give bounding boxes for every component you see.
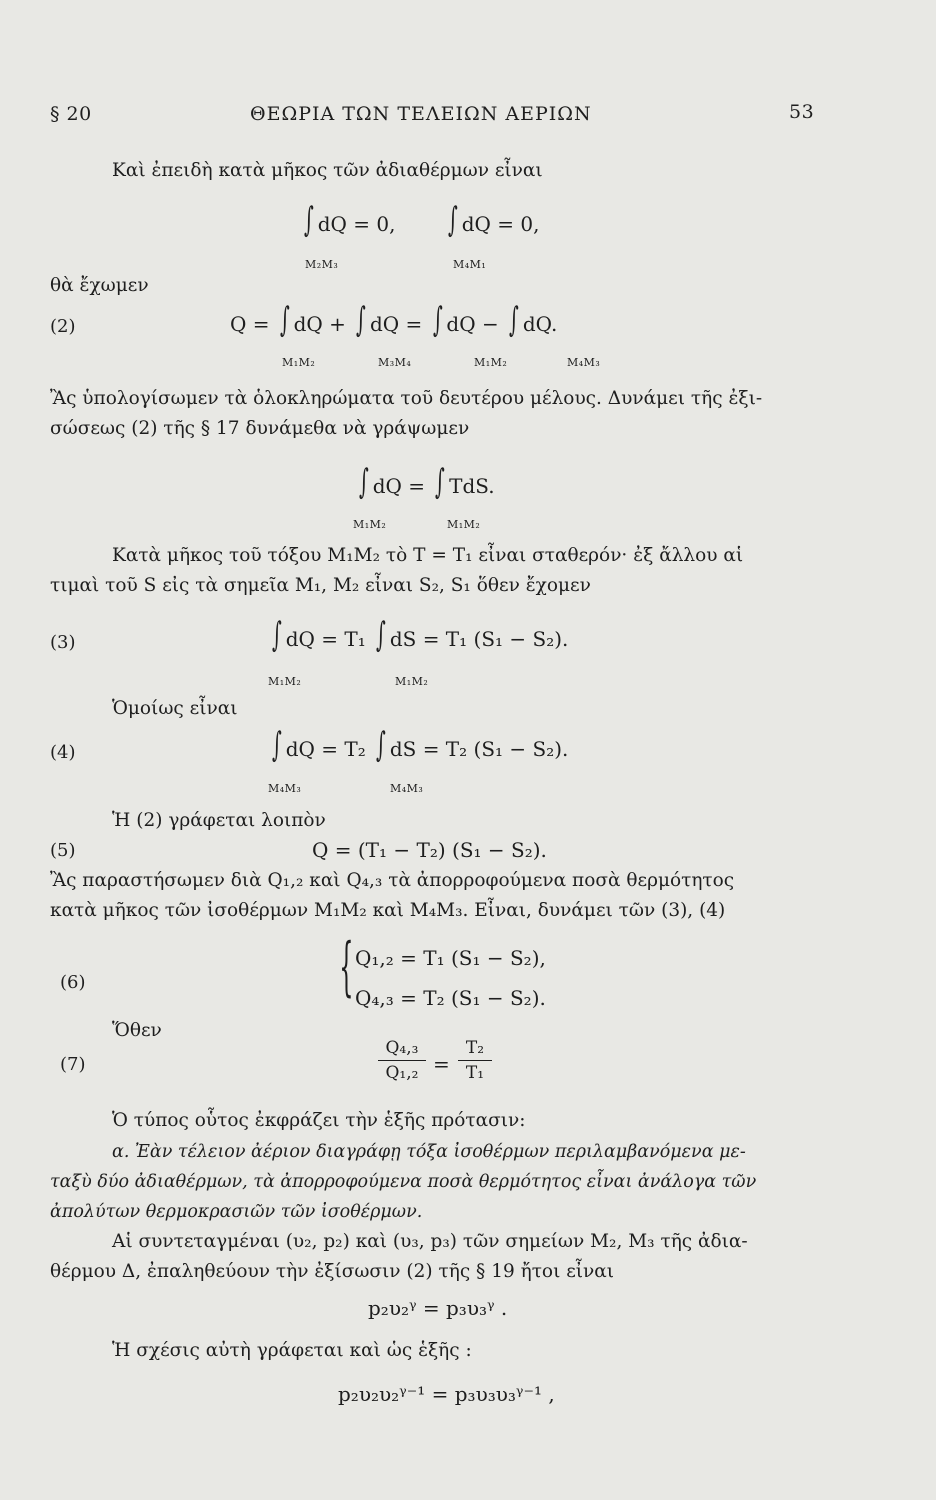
integral-sign: ∫: [432, 300, 443, 340]
equation-number: (7): [60, 1054, 86, 1075]
integral-limit: M₄M₃: [390, 782, 424, 795]
fraction-bar: [458, 1060, 492, 1061]
equation: p₂υ₂υ₂ᵞ⁻¹ = p₃υ₃υ₃ᵞ⁻¹ ,: [338, 1382, 555, 1406]
equation: ∫ dQ = 0,: [447, 200, 540, 240]
integral-limit: M₃M₄: [378, 356, 412, 369]
italic-proposition: ἀπολύτων θερμοκρασιῶν τῶν ἰσοθέρμων.: [50, 1202, 423, 1222]
equation-number: (6): [60, 972, 86, 993]
integral-sign: ∫: [279, 300, 290, 340]
fraction-bar: [378, 1060, 426, 1061]
integral-sign: ∫: [376, 615, 386, 655]
integral-sign: ∫: [358, 462, 369, 502]
running-title: ΘΕΩΡΙΑ ΤΩΝ ΤΕΛΕΙΩΝ ΑΕΡΙΩΝ: [250, 103, 592, 125]
integral-sign: ∫: [509, 300, 519, 340]
text-line: τιμαὶ τοῦ S εἰς τὰ σημεῖα M₁, M₂ εἶναι S₂, S₁ ὅθεν ἔχομεν: [50, 575, 591, 596]
equation: Q = ∫ dQ + ∫ dQ = ∫ dQ − ∫ dQ.: [230, 300, 558, 340]
text-line: Ἂς ὑπολογίσωμεν τὰ ὁλοκληρώματα τοῦ δευτέρου μέλους. Δυνάμει τῆς ἐξι-: [50, 388, 763, 409]
text-line: θὰ ἔχωμεν: [50, 275, 149, 296]
integral-limit: M₂M₃: [305, 258, 339, 271]
section-label: § 20: [50, 103, 92, 125]
integral-limit: M₄M₃: [268, 782, 302, 795]
integral-sign: ∫: [271, 725, 282, 765]
text-line: Αἱ συντεταγμέναι (υ₂, p₂) καὶ (υ₃, p₃) τῶν σημείων M₂, M₃ τῆς ἀδια-: [112, 1231, 748, 1252]
equation: Q₁,₂ = T₁ (S₁ − S₂),: [355, 946, 546, 970]
integral-limit: M₄M₁: [453, 258, 487, 271]
text-line: Καὶ ἐπειδὴ κατὰ μῆκος τῶν ἀδιαθέρμων εἶναι: [112, 160, 543, 181]
text-line: Κατὰ μῆκος τοῦ τόξου M₁M₂ τὸ T = T₁ εἶναι σταθερόν· ἐξ ἄλλου αἱ: [112, 545, 744, 566]
integral-limit: M₁M₂: [447, 518, 481, 531]
integral-sign: ∫: [447, 200, 458, 240]
text-line: Ὁ τύπος οὗτος ἐκφράζει τὴν ἑξῆς πρότασιν:: [112, 1110, 526, 1131]
integral-sign: ∫: [376, 725, 386, 765]
integral-limit: M₁M₂: [353, 518, 387, 531]
equation-number: (4): [50, 742, 76, 763]
text-line: Ἡ (2) γράφεται λοιπὸν: [112, 810, 326, 831]
integral-limit: M₄M₃: [567, 356, 601, 369]
equation-number: (5): [50, 840, 76, 861]
equation: ∫ dQ = T₂ ∫ dS = T₂ (S₁ − S₂).: [271, 725, 569, 765]
equation-number: (3): [50, 632, 76, 653]
integral-limit: M₁M₂: [282, 356, 316, 369]
equation: Q = (T₁ − T₂) (S₁ − S₂).: [312, 838, 547, 862]
text-line: θέρμου Δ, ἐπαληθεύουν τὴν ἐξίσωσιν (2) τῆς § 19 ἤτοι εἶναι: [50, 1261, 615, 1282]
integral-sign: ∫: [435, 462, 446, 502]
equation-number: (2): [50, 316, 76, 337]
text-line: Ὅθεν: [112, 1020, 162, 1041]
equation: ∫ dQ = T₁ ∫ dS = T₁ (S₁ − S₂).: [271, 615, 569, 655]
integral-limit: M₁M₂: [395, 675, 429, 688]
integral-limit: M₁M₂: [268, 675, 302, 688]
page-number: 53: [789, 101, 815, 123]
integral-limit: M₁M₂: [474, 356, 508, 369]
italic-proposition: α. Ἐὰν τέλειον ἀέριον διαγράφῃ τόξα ἰσοθέρμων περιλαμβανόμενα με-: [112, 1142, 746, 1162]
brace: {: [339, 930, 354, 1004]
equation: Q₄,₃ = T₂ (S₁ − S₂).: [355, 986, 546, 1010]
equation: p₂υ₂ᵞ = p₃υ₃ᵞ .: [368, 1296, 508, 1320]
equation: ∫ dQ = 0,: [303, 200, 396, 240]
text-line: κατὰ μῆκος τῶν ἰσοθέρμων M₁M₂ καὶ M₄M₃. Εἶναι, δυνάμει τῶν (3), (4): [50, 900, 726, 921]
integral-sign: ∫: [303, 200, 314, 240]
equation: ∫ dQ = ∫ TdS.: [358, 462, 495, 502]
equals-sign: =: [433, 1052, 450, 1076]
integral-sign: ∫: [356, 300, 367, 340]
italic-proposition: ταξὺ δύο ἀδιαθέρμων, τὰ ἀπορροφούμενα ποσὰ θερμότητος εἶναι ἀνάλογα τῶν: [50, 1172, 757, 1192]
fraction: T₂ T₁: [458, 1038, 492, 1083]
text-line: σώσεως (2) τῆς § 17 δυνάμεθα νὰ γράψωμεν: [50, 418, 470, 439]
text-line: Ἡ σχέσις αὐτὴ γράφεται καὶ ὡς ἑξῆς :: [112, 1340, 472, 1361]
fraction: Q₄,₃ Q₁,₂: [378, 1038, 426, 1083]
integral-sign: ∫: [271, 615, 282, 655]
text-line: Ἂς παραστήσωμεν διὰ Q₁,₂ καὶ Q₄,₃ τὰ ἀπορροφούμενα ποσὰ θερμότητος: [50, 870, 735, 891]
text-line: Ὁμοίως εἶναι: [112, 698, 238, 719]
